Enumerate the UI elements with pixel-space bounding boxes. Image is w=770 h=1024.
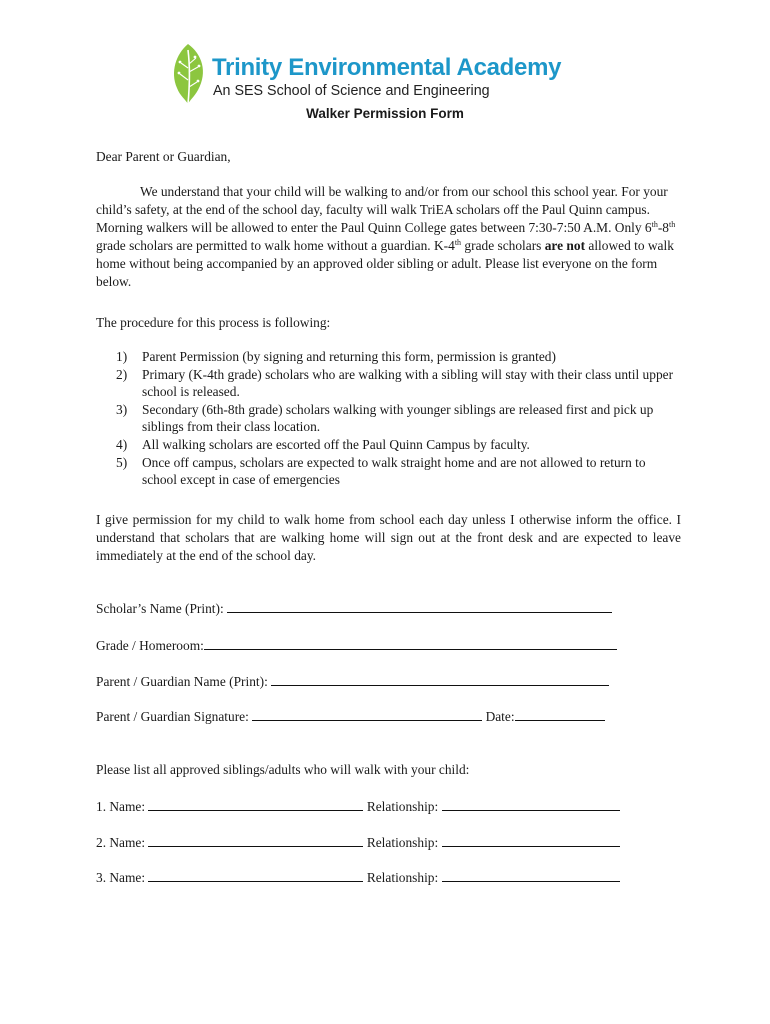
sibling-row — [96, 833, 620, 851]
sibling-name-input[interactable] — [148, 833, 363, 847]
grade-homeroom-label: Grade / Homeroom: — [96, 638, 204, 653]
sibling-name-label: 1. Name: — [96, 799, 146, 814]
list-item: 3) Secondary (6th-8th grade) scholars walking with younger siblings are released first and pick up siblings from their class location. — [116, 401, 654, 435]
relationship-input[interactable] — [442, 868, 620, 882]
siblings-title: Please list all approved siblings/adults who will walk with your child: — [96, 762, 470, 777]
signature-label: Parent / Guardian Signature: — [96, 709, 249, 724]
list-item: 4) All walking scholars are escorted off the Paul Quinn Campus by faculty. — [116, 436, 530, 452]
list-item: 2) Primary (K-4th grade) scholars who are walking with a sibling will stay with their class until upper school is released. — [116, 366, 674, 400]
school-tagline: An SES School of Science and Engineering — [213, 83, 490, 99]
sibling-row — [96, 797, 620, 815]
procedure-steps — [96, 348, 681, 489]
relationship-label: Relationship: — [366, 835, 439, 850]
form-title: Walker Permission Form — [306, 106, 464, 121]
relationship-input[interactable] — [442, 833, 620, 847]
scholar-name-label: Scholar’s Name (Print): — [96, 601, 224, 616]
sibling-name-label: 3. Name: — [96, 870, 146, 885]
relationship-label: Relationship: — [366, 870, 439, 885]
school-name: Trinity Environmental Academy — [212, 54, 562, 81]
sibling-row — [96, 868, 620, 886]
grade-homeroom-input[interactable] — [204, 636, 617, 650]
salutation: Dear Parent or Guardian, — [96, 149, 231, 164]
date-input[interactable] — [515, 707, 605, 721]
date-label: Date: — [485, 709, 515, 724]
leaf-tree-icon — [168, 42, 210, 106]
list-item: 1) Parent Permission (by signing and returning this form, permission is granted) — [116, 349, 556, 364]
school-logo — [168, 42, 608, 106]
signature-input[interactable] — [252, 707, 482, 721]
parent-name-label: Parent / Guardian Name (Print): — [96, 674, 268, 689]
emphasis-are-not: are not — [544, 238, 586, 253]
list-item: 5) Once off campus, scholars are expected to walk straight home and are not allowed to return to school except in case of emergencies — [116, 454, 646, 488]
permission-paragraph: I give permission for my child to walk home from school each day unless I otherwise inform the office. I understand that scholars that are walking home will sign out at the front desk and are expected to leave immediately at the end of the school day. — [96, 512, 681, 563]
grade-homeroom-field — [96, 636, 617, 654]
parent-name-input[interactable] — [271, 672, 609, 686]
relationship-input[interactable] — [442, 797, 620, 811]
scholar-name-field — [96, 599, 612, 617]
intro-paragraph: We understand that your child will be walking to and/or from our school this school year. For your child’s safety, at the end of the school day, faculty will walk TriEA scholars off the Paul Quinn campus. Morning walkers will be allowed to enter the Paul Quinn College gates between 7:30-7:50 A.M. Only 6th-8th grade scholars are permitted to walk home without a guardian. K-4th grade scholars are not allowed to walk home without being accompanied by an approved older sibling or adult. Please list everyone on the form below. — [96, 184, 676, 289]
scholar-name-input[interactable] — [227, 599, 612, 613]
sibling-name-input[interactable] — [148, 868, 363, 882]
sibling-name-label: 2. Name: — [96, 835, 146, 850]
relationship-label: Relationship: — [366, 799, 439, 814]
parent-name-field — [96, 672, 609, 690]
sibling-name-input[interactable] — [148, 797, 363, 811]
signature-field — [96, 707, 605, 725]
procedure-title: The procedure for this process is following: — [96, 315, 331, 330]
